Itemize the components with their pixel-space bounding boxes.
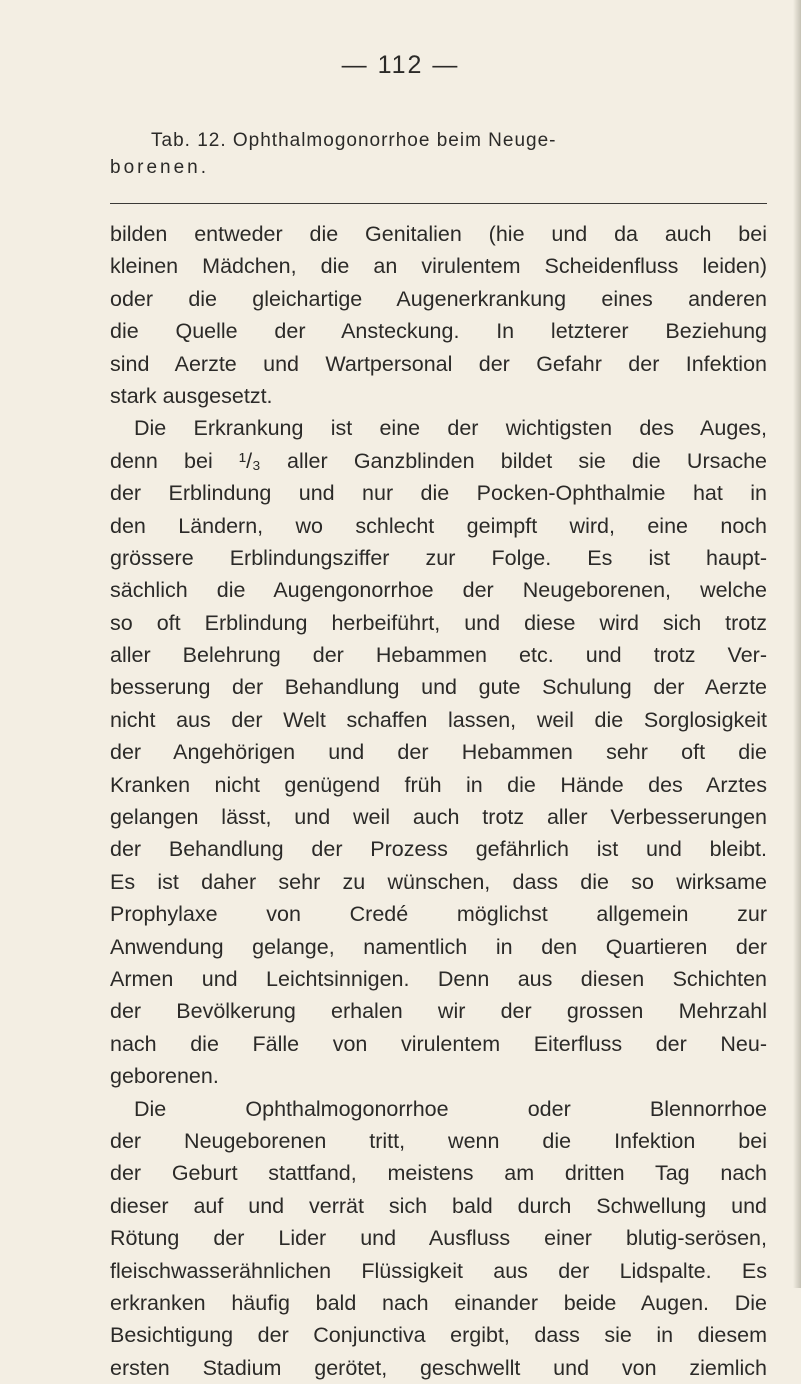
text-line: nicht aus der Welt schaffen lassen, weil die Sorglosigkeit — [110, 707, 767, 732]
caption-line-1: Tab. 12. Ophthalmogonorrhoe beim Neuge- — [151, 130, 557, 151]
text-line: der Angehörigen und der Hebammen sehr oft die — [110, 740, 767, 765]
text-line: die Quelle der Ansteckung. In letzterer Beziehung — [110, 319, 767, 344]
text-line: kleinen Mädchen, die an virulentem Scheidenfluss leiden) — [110, 254, 767, 279]
page-number: — 112 — — [341, 51, 460, 79]
text-line: Prophylaxe von Credé möglichst allgemein zur — [110, 902, 767, 927]
text-line: den Ländern, wo schlecht geimpft wird, eine noch — [110, 513, 767, 538]
text-line: fleischwasserähnlichen Flüssigkeit aus der Lidspalte. Es — [110, 1258, 767, 1283]
text-line: Anwendung gelange, namentlich in den Quartieren der — [110, 934, 767, 959]
text-line: so oft Erblindung herbeiführt, und diese wird sich trotz — [110, 610, 767, 635]
text-line: nach die Fälle von virulentem Eiterfluss der Neu- — [110, 1031, 767, 1056]
text-line: Die Ophthalmogonorrhoe oder Blennorrhoe — [134, 1096, 767, 1121]
text-line: geborenen. — [110, 1064, 219, 1089]
caption-rule — [110, 203, 767, 204]
text-line: bilden entweder die Genitalien (hie und da auch bei — [110, 222, 767, 246]
text-line: stark ausgesetzt. — [110, 383, 273, 408]
text-line: ersten Stadium gerötet, geschwellt und von ziemlich — [110, 1355, 767, 1380]
caption-line-2: borenen. — [110, 157, 210, 178]
text-line: grössere Erblindungsziffer zur Folge. Es ist haupt- — [110, 545, 767, 570]
text-line: der Geburt stattfand, meistens am dritten Tag nach — [110, 1161, 767, 1186]
text-line: erkranken häufig bald nach einander beide Augen. Die — [110, 1290, 767, 1315]
text-line: Kranken nicht genügend früh in die Hände des Arztes — [110, 772, 767, 797]
figure-caption — [110, 127, 770, 181]
page-edge-shadow — [793, 0, 801, 1288]
text-line: dieser auf und verrät sich bald durch Schwellung und — [110, 1193, 767, 1218]
text-line: Armen und Leichtsinnigen. Denn aus diesen Schichten — [110, 966, 767, 991]
text-line: der Behandlung der Prozess gefährlich ist und bleibt. — [110, 837, 767, 862]
text-line: der Neugeborenen tritt, wenn die Infektion bei — [110, 1128, 767, 1153]
text-line: Rötung der Lider und Ausfluss einer blutig-serösen, — [110, 1226, 767, 1251]
text-line: der Bevölkerung erhalen wir der grossen Mehrzahl — [110, 999, 767, 1024]
text-line: Besichtigung der Conjunctiva ergibt, dass sie in diesem — [110, 1323, 767, 1348]
text-line: aller Belehrung der Hebammen etc. und trotz Ver- — [110, 643, 767, 668]
text-line: oder die gleichartige Augenerkrankung eines anderen — [110, 286, 767, 311]
text-line: besserung der Behandlung und gute Schulung der Aerzte — [110, 675, 767, 700]
text-line: Es ist daher sehr zu wünschen, dass die so wirksame — [110, 869, 767, 894]
text-line: gelangen lässt, und weil auch trotz aller Verbesserungen — [110, 805, 767, 830]
body-text — [110, 218, 767, 1384]
text-line: sind Aerzte und Wartpersonal der Gefahr der Infektion — [110, 351, 767, 376]
text-line: denn bei ¹/₃ aller Ganzblinden bildet sie die Ursache — [110, 448, 767, 473]
text-line: Die Erkrankung ist eine der wichtigsten des Auges, — [134, 416, 767, 441]
text-line: der Erblindung und nur die Pocken-Ophthalmie hat in — [110, 481, 767, 506]
text-line: sächlich die Augengonorrhoe der Neugeborenen, welche — [110, 578, 767, 603]
